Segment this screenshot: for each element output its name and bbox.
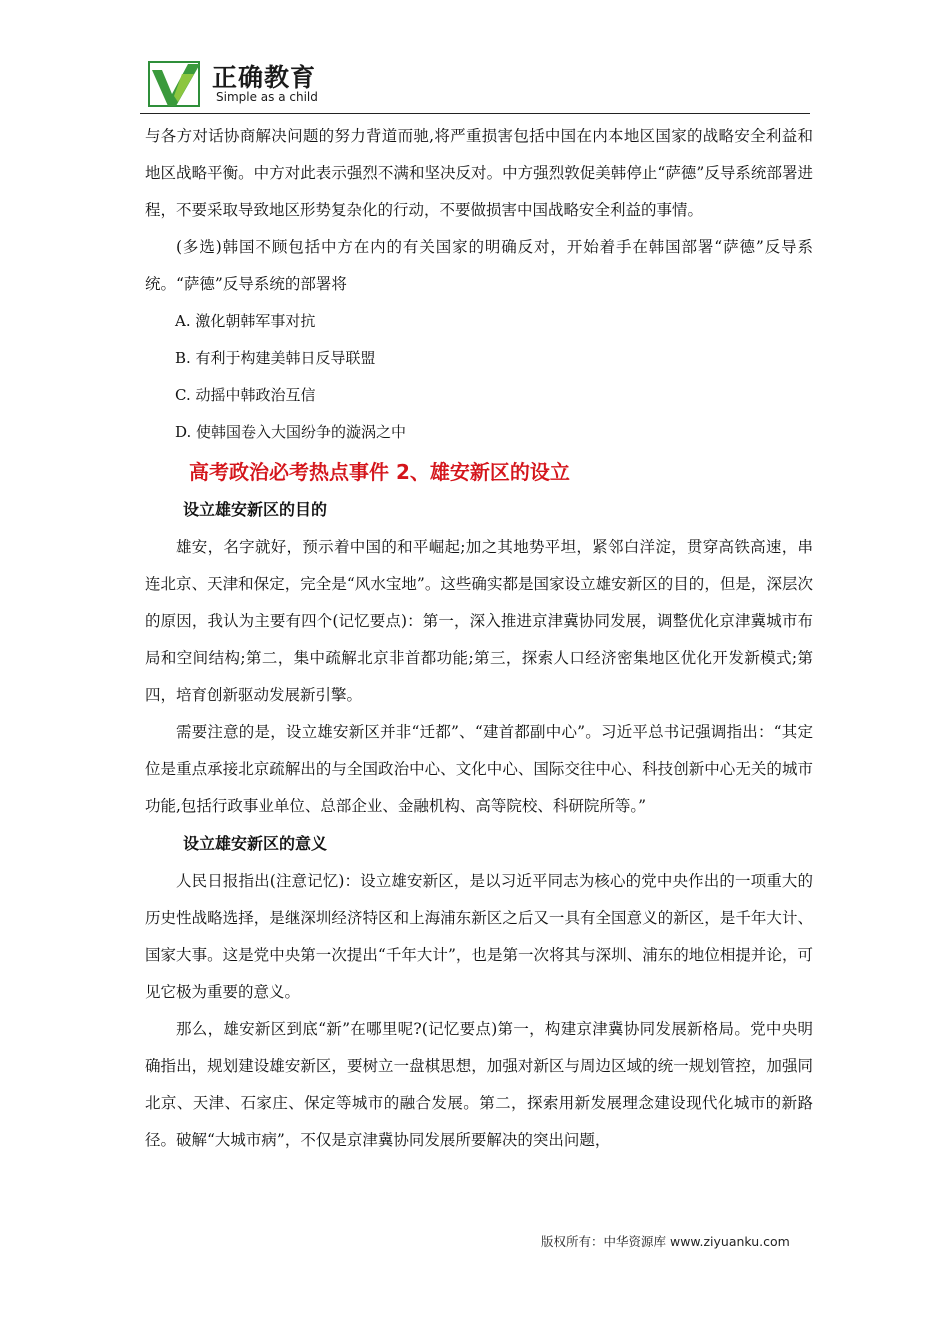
brand-logo-icon (148, 60, 202, 108)
paragraph: 那么，雄安新区到底“新”在哪里呢?(记忆要点)第一，构建京津冀协同发展新格局。党中央明确指出，规划建设雄安新区，要树立一盘棋思想，加强对新区与周边区域的统一规划管控，加强同北京、天津、石家庄、保定等城市的融合发展。第二，探索用新发展理念建设现代化城市的新路径。破解“大城市病”，不仅是京津冀协同发展所要解决的突出问题， (145, 1020, 813, 1149)
subheading-purpose: 设立雄安新区的目的 (183, 500, 328, 519)
document-body (145, 118, 813, 1159)
page-header (140, 52, 810, 114)
question-stem: (多选)韩国不顾包括中方在内的有关国家的明确反对，开始着手在韩国部署“萨德”反导系统。“萨德”反导系统的部署将 (145, 238, 813, 293)
option-b: B. 有利于构建美韩日反导联盟 (175, 349, 376, 367)
paragraph: 雄安，名字就好，预示着中国的和平崛起;加之其地势平坦，紧邻白洋淀，贯穿高铁高速，串连北京、天津和保定，完全是“风水宝地”。这些确实都是国家设立雄安新区的目的，但是，深层次的原因，我认为主要有四个(记忆要点)：第一，深入推进京津冀协同发展，调整优化京津冀城市布局和空间结构;第二，集中疏解北京非首都功能;第三，探索人口经济密集地区优化开发新模式;第四，培育创新驱动发展新引擎。 (145, 538, 813, 704)
paragraph: 人民日报指出(注意记忆)：设立雄安新区，是以习近平同志为核心的党中央作出的一项重大的历史性战略选择，是继深圳经济特区和上海浦东新区之后又一具有全国意义的新区，是千年大计、国家大事。这是党中央第一次提出“千年大计”，也是第一次将其与深圳、浦东的地位相提并论，可见它极为重要的意义。 (145, 872, 813, 1001)
option-d: D. 使韩国卷入大国纷争的漩涡之中 (175, 423, 407, 441)
brand-name: 正确教育 (212, 63, 317, 92)
subheading-significance: 设立雄安新区的意义 (183, 834, 328, 853)
paragraph: 需要注意的是，设立雄安新区并非“迁都”、“建首都副中心”。习近平总书记强调指出：“其定位是重点承接北京疏解出的与全国政治中心、文化中心、国际交往中心、科技创新中心无关的城市功能,包括行政事业单位、总部企业、金融机构、高等院校、科研院所等。” (145, 723, 813, 815)
paragraph: 与各方对话协商解决问题的努力背道而驰,将严重损害包括中国在内本地区国家的战略安全利益和地区战略平衡。中方对此表示强烈不满和坚决反对。中方强烈敦促美韩停止“萨德”反导系统部署进程，不要采取导致地区形势复杂化的行动，不要做损害中国战略安全利益的事情。 (145, 127, 813, 219)
option-c: C. 动摇中韩政治互信 (175, 386, 316, 404)
brand-slogan: Simple as a child (216, 90, 318, 104)
option-a: A. 激化朝韩军事对抗 (175, 312, 316, 330)
section-title: 高考政治必考热点事件 2、雄安新区的设立 (189, 460, 570, 484)
header-divider (140, 113, 810, 114)
footer-copyright: 版权所有：中华资源库 www.ziyuanku.com (541, 1234, 790, 1249)
